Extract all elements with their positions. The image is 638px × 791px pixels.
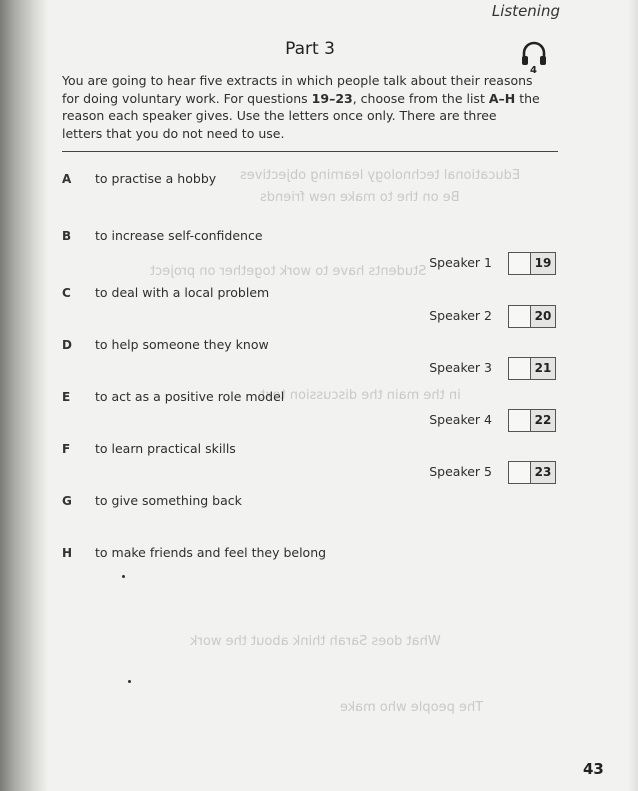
divider bbox=[62, 151, 558, 152]
answer-box-22[interactable] bbox=[508, 409, 531, 432]
question-range: 19–23 bbox=[311, 90, 353, 106]
speaker-2-row bbox=[400, 305, 630, 327]
question-number: 22 bbox=[530, 409, 556, 432]
speck bbox=[122, 575, 125, 578]
option-letter: H bbox=[62, 546, 73, 560]
bleed-through: What does Sarah think about the work bbox=[190, 634, 441, 649]
bleed-through: Educational technology learning objectives bbox=[240, 168, 521, 183]
section-label: Listening bbox=[491, 2, 560, 20]
option-a bbox=[62, 171, 216, 186]
question-number: 20 bbox=[530, 305, 556, 328]
option-text: to increase self-confidence bbox=[95, 228, 263, 243]
option-text: to give something back bbox=[95, 493, 242, 508]
page-number: 43 bbox=[583, 760, 604, 778]
answer-box-20[interactable] bbox=[508, 305, 531, 328]
speaker-label: Speaker 4 bbox=[429, 412, 492, 427]
option-letter: D bbox=[62, 338, 72, 352]
option-f bbox=[62, 441, 236, 456]
speaker-label: Speaker 1 bbox=[429, 255, 492, 270]
speaker-1-row bbox=[400, 252, 630, 274]
option-letter: E bbox=[62, 390, 71, 404]
part-title: Part 3 bbox=[285, 39, 335, 59]
speaker-3-row bbox=[400, 357, 630, 379]
instructions-text: the reason each speaker gives. Use the letters once only. There are three letters that you do not need to use. bbox=[62, 90, 540, 141]
answer-box-23[interactable] bbox=[508, 461, 531, 484]
option-letter: F bbox=[62, 442, 71, 456]
option-text: to practise a hobby bbox=[95, 171, 217, 186]
option-d bbox=[62, 337, 269, 352]
speaker-4-row bbox=[400, 409, 630, 431]
option-letter: B bbox=[62, 229, 72, 243]
speaker-5-row bbox=[400, 461, 630, 483]
bleed-through: Be on the to make new friends bbox=[260, 190, 460, 205]
option-text: to help someone they know bbox=[95, 337, 269, 352]
option-c bbox=[62, 285, 269, 300]
option-letter: A bbox=[62, 172, 72, 186]
option-text: to deal with a local problem bbox=[95, 285, 270, 300]
option-e bbox=[62, 389, 284, 404]
instructions bbox=[62, 72, 540, 142]
bleed-through: Students have to work together on project bbox=[150, 264, 427, 279]
letter-range: A–H bbox=[488, 90, 516, 106]
speaker-label: Speaker 3 bbox=[429, 360, 492, 375]
instructions-text: You are going to hear five extracts in which people talk about their reasons for doing voluntary work. For questions bbox=[62, 73, 533, 106]
book-spine-shadow bbox=[0, 0, 48, 791]
question-number: 21 bbox=[530, 357, 556, 380]
speaker-label: Speaker 5 bbox=[429, 464, 492, 479]
option-letter: C bbox=[62, 286, 71, 300]
option-text: to learn practical skills bbox=[95, 441, 236, 456]
question-number: 19 bbox=[530, 252, 556, 275]
option-letter: G bbox=[62, 494, 72, 508]
option-b bbox=[62, 228, 263, 243]
track-number: 4 bbox=[530, 65, 537, 76]
page-edge bbox=[628, 0, 638, 791]
option-text: to make friends and feel they belong bbox=[95, 545, 327, 560]
instructions-text: , choose from the list bbox=[352, 90, 489, 106]
speaker-label: Speaker 2 bbox=[429, 308, 492, 323]
bleed-through: in the main the discussion text bbox=[260, 388, 461, 403]
question-number: 23 bbox=[530, 461, 556, 484]
option-g bbox=[62, 493, 242, 508]
answer-box-19[interactable] bbox=[508, 252, 531, 275]
bleed-through: The people who make bbox=[340, 700, 484, 715]
option-text: to act as a positive role model bbox=[95, 389, 285, 404]
option-h bbox=[62, 545, 326, 560]
answer-box-21[interactable] bbox=[508, 357, 531, 380]
speck bbox=[128, 680, 131, 683]
